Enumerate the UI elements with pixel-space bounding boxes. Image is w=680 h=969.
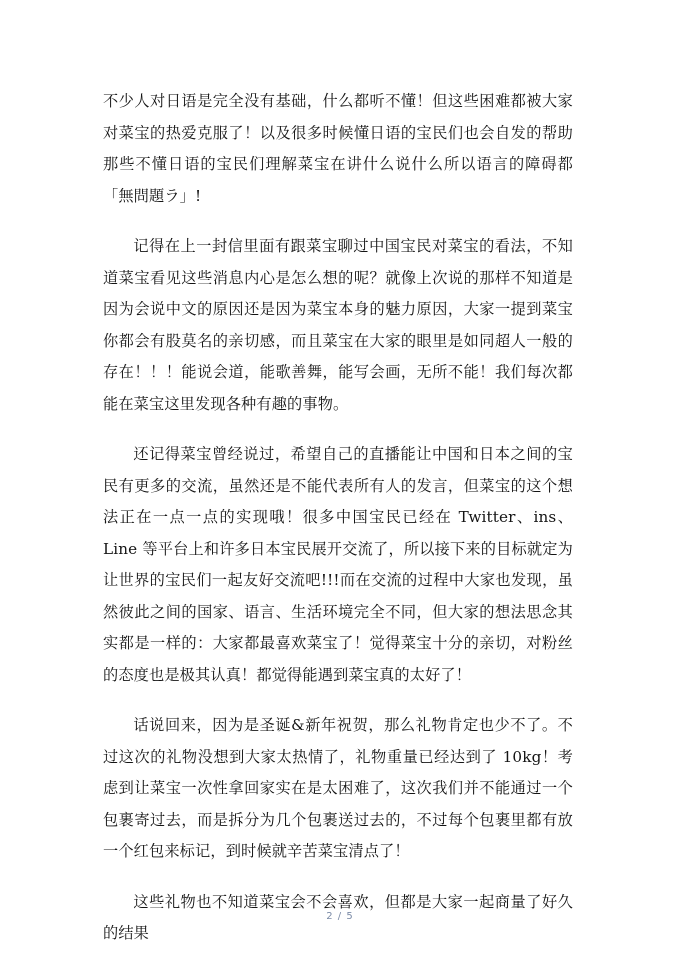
paragraph-4: 话说回来，因为是圣诞&新年祝贺，那么礼物肯定也少不了。不过这次的礼物没想到大家太热情了，礼物重量已经达到了 10kg！考虑到让菜宝一次性拿回家实在是太困难了，这次我们并不能通过一个包裹寄过去，而是拆分为几个包裹送过去的，不过每个包裹里都有放一个红包来标记，到时候就辛苦菜宝清点了！ bbox=[103, 716, 573, 860]
paragraph-3: 还记得菜宝曾经说过，希望自己的直播能让中国和日本之间的宝民有更多的交流，虽然还是不能代表所有人的发言，但菜宝的这个想法正在一点一点的实现哦！很多中国宝民已经在 Twitter、ins、Line 等平台上和许多日本宝民展开交流了，所以接下来的目标就定为让世界的宝民们一起友好交流吧!!!而在交流的过程中大家也发现，虽然彼此之间的国家、语言、生活环境完全不同，但大家的想法思念其实都是一样的：大家都最喜欢菜宝了！觉得菜宝十分的亲切，对粉丝的态度也是极其认真！都觉得能遇到菜宝真的太好了！ bbox=[103, 445, 573, 684]
paragraph-2: 记得在上一封信里面有跟菜宝聊过中国宝民对菜宝的看法，不知道菜宝看见这些消息内心是怎么想的呢？就像上次说的那样不知道是因为会说中文的原因还是因为菜宝本身的魅力原因，大家一提到菜宝你都会有股莫名的亲切感，而且菜宝在大家的眼里是如同超人一般的存在！！！能说会道，能歌善舞，能写会画，无所不能！我们每次都能在菜宝这里发现各种有趣的事物。 bbox=[103, 237, 573, 413]
paragraph-1: 不少人对日语是完全没有基础，什么都听不懂！但这些困难都被大家对菜宝的热爱克服了！以及很多时候懂日语的宝民们也会自发的帮助那些不懂日语的宝民们理解菜宝在讲什么说什么所以语言的障碍都「無問題ラ」! bbox=[103, 92, 573, 205]
page-number: 2 / 5 bbox=[326, 911, 354, 922]
document-body bbox=[103, 86, 573, 969]
paragraph-5: 这些礼物也不知道菜宝会不会喜欢，但都是大家一起商量了好久的结果 bbox=[103, 892, 573, 942]
